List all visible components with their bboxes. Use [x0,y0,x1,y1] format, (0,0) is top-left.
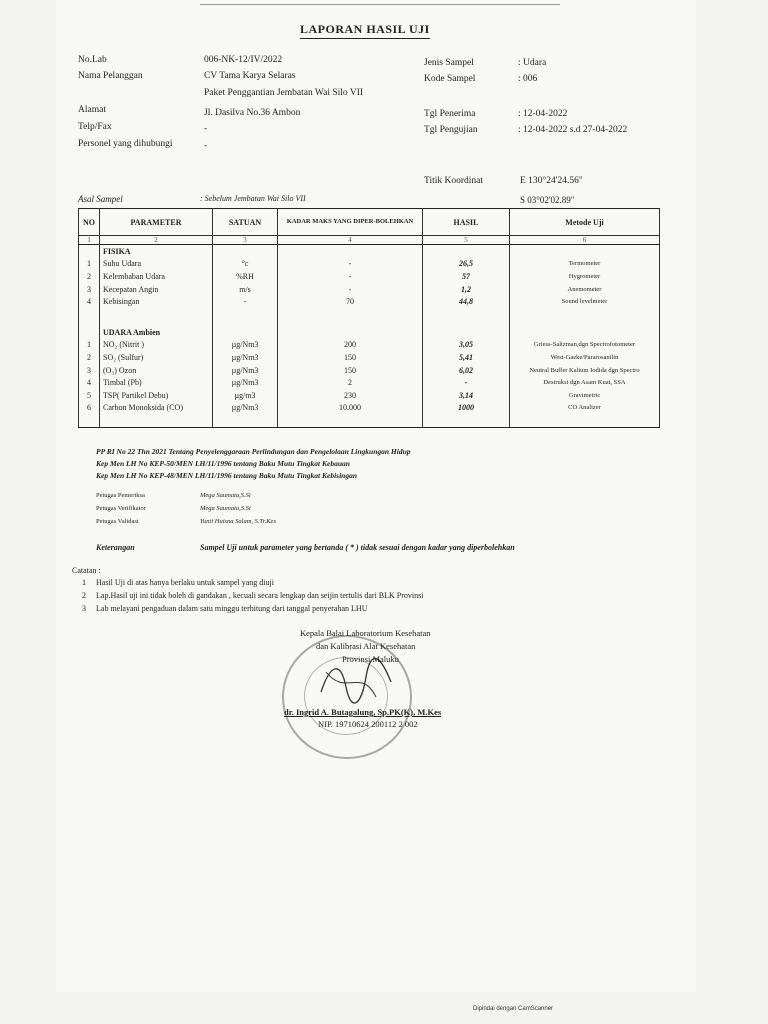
row-metode: Anemometer [510,283,660,296]
regulation-line: PP RI No 22 Thn 2021 Tentang Penyelenggaraan Perlindungan dan Pengelolaan Lingkungan Hidup [96,447,411,456]
col-hasil: HASIL [423,209,510,236]
row-no: 4 [79,376,100,389]
row-no: 3 [79,364,100,377]
header-label-tgl-pengujian: Tgl Pengujian [424,125,478,135]
row-param: (O₃) Ozon [100,364,213,377]
signature-name: dr. Ingrid A. Butagalung, Sp.PK(K), M.Kes [284,707,442,717]
table-row [79,402,660,415]
header-label-jenis: Jenis Sampel [424,58,474,68]
catatan-text: Hasil Uji di atas hanya berlaku untuk sampel yang diuji [96,578,274,587]
table-row [79,258,660,271]
catatan-text: Lab melayani pengaduan dalam satu minggu terhitung dari tanggal penyerahan LHU [96,604,368,613]
row-no: 3 [79,283,100,296]
catatan-no: 2 [82,591,86,600]
row-kadar: 150 [278,351,423,364]
header-label-pelanggan: Nama Pelanggan [78,71,143,81]
table-row [79,283,660,296]
section-title-udara-ambien: UDARA Ambien [100,326,213,339]
catatan-no: 1 [82,578,86,587]
header-value-telp: - [204,124,208,134]
row-no: 1 [79,339,100,352]
signature-line2: dan Kalibrasi Alat Kesehatan [316,641,416,651]
row-param: Carbon Monoksida (CO) [100,402,213,415]
col-number: 1 [79,236,100,245]
row-kadar: 70 [278,295,423,308]
table-row [79,270,660,283]
col-number: 6 [510,236,660,245]
col-no: NO [79,209,100,236]
table-row [79,295,660,308]
col-number: 5 [423,236,510,245]
header-label-tgl-penerima: Tgl Penerima [424,109,476,119]
footer-scanner-text: Dipindai dengan CamScanner [473,1006,554,1012]
row-kadar: 150 [278,364,423,377]
row-satuan: µg/Nm3 [213,339,278,352]
header-value-tgl-penerima: : 12-04-2022 [518,109,568,119]
row-param: SO₂ (Sulfur) [100,351,213,364]
row-hasil: 44,8 [423,295,510,308]
table-row [79,339,660,352]
table-row [79,351,660,364]
row-kadar: - [278,283,423,296]
header-label-telp: Telp/Fax [78,122,112,132]
row-satuan: µg/m3 [213,389,278,402]
header-value-no-lab: 006-NK-12/IV/2022 [204,55,283,65]
row-hasil: - [423,376,510,389]
row-hasil: 1,2 [423,283,510,296]
asal-sampel-label: Asal Sampel [78,194,123,204]
row-no: 5 [79,389,100,402]
col-number: 4 [278,236,423,245]
row-no: 2 [79,351,100,364]
officer-value: Yunti Huisna Salam, S.Tr.Kes [200,518,276,525]
row-metode: Hygrometer [510,270,660,283]
officer-label: Petugas Verifikator [96,505,146,512]
row-kadar: - [278,270,423,283]
header-value-jenis: : Udara [518,58,547,68]
row-satuan: %RH [213,270,278,283]
koordinat-label: Titik Koordinat [424,176,484,186]
header-label-no-lab: No.Lab [78,55,107,65]
header-value-pelanggan: CV Tama Karya Selaras [204,71,296,81]
row-metode: Neutral Buffer Kalium Iodida dgn Spectro [510,364,660,377]
row-param: Timbal (Pb) [100,376,213,389]
results-table [78,208,660,428]
row-kadar: 10.000 [278,402,423,415]
row-param: Kecepatan Angin [100,283,213,296]
row-param: Kelembaban Udara [100,270,213,283]
row-metode: Termometer [510,258,660,271]
row-param: Kebisingan [100,295,213,308]
row-param: TSP( Partikel Debu) [100,389,213,402]
row-satuan: °c [213,258,278,271]
top-header-line [200,0,560,5]
table-row [79,364,660,377]
row-hasil: 1000 [423,402,510,415]
row-satuan: µg/Nm3 [213,364,278,377]
regulation-line: Kep Men LH No KEP-48/MEN LH/11/1996 tentang Baku Mutu Tingkat Kebisingan [96,471,358,480]
signature-nip: NIP. 19710624 200112 2 002 [318,719,418,729]
row-param: NO₂ (Nitrit ) [100,339,213,352]
officer-label: Petugas Validasi [96,518,139,525]
catatan-text: Lap.Hasil uji ini tidak boleh di gandakan , kecuali secara lengkap dan seijin tertulis dari BLK Provinsi [96,591,424,600]
row-kadar: - [278,258,423,271]
header-value-alamat: Jl. Dasilva No.36 Ambon [204,108,301,118]
koordinat-e: E 130°24'24.56" [520,176,583,186]
header-label-personel: Personel yang dihubungi [78,139,173,149]
col-kadar: KADAR MAKS YANG DIPER-BOLEHKAN [278,209,423,236]
row-metode: Destruksi dgn Asam Kuat, SSA [510,376,660,389]
col-number: 2 [100,236,213,245]
row-hasil: 5,41 [423,351,510,364]
row-metode: CO Analizer [510,402,660,415]
row-satuan: m/s [213,283,278,296]
col-number: 3 [213,236,278,245]
row-no: 4 [79,295,100,308]
row-no: 2 [79,270,100,283]
row-metode: Gravimetric [510,389,660,402]
catatan-label: Catatan : [72,566,101,575]
officer-label: Petugas Pemeriksa [96,492,145,499]
row-kadar: 230 [278,389,423,402]
officer-value: Mega Saumata,S.Si [200,505,251,512]
col-satuan: SATUAN [213,209,278,236]
row-satuan: µg/Nm3 [213,402,278,415]
signature-line3: Provinsi Maluku [342,654,399,664]
row-param: Suhu Udara [100,258,213,271]
row-hasil: 6,02 [423,364,510,377]
row-no: 6 [79,402,100,415]
row-satuan: µg/Nm3 [213,351,278,364]
row-kadar: 2 [278,376,423,389]
row-metode: Sound levelmeter [510,295,660,308]
section-title-fisika: FISIKA [100,245,213,258]
row-hasil: 57 [423,270,510,283]
catatan-no: 3 [82,604,86,613]
row-no: 1 [79,258,100,271]
header-value-kode: : 006 [518,74,538,84]
row-kadar: 200 [278,339,423,352]
table-row [79,376,660,389]
row-satuan: - [213,295,278,308]
row-metode: West-Gaeke/Pararosanilin [510,351,660,364]
col-parameter: PARAMETER [100,209,213,236]
row-hasil: 26,5 [423,258,510,271]
col-metode: Metode Uji [510,209,660,236]
signature-line1: Kepala Balai Laboratorium Kesehatan [300,628,431,638]
header-value-tgl-pengujian: : 12-04-2022 s.d 27-04-2022 [518,125,628,135]
header-value-personel: - [204,141,208,151]
row-hasil: 3,05 [423,339,510,352]
header-value-paket: Paket Penggantian Jembatan Wai Silo VII [204,88,364,98]
page-title: LAPORAN HASIL UJI [300,22,430,39]
table-row [79,389,660,402]
row-hasil: 3,14 [423,389,510,402]
koordinat-s: S 03°02'02.89" [520,195,575,205]
asal-sampel-value: : Sebelum Jembatan Wai Silo VII [200,194,306,203]
keterangan-value: Sampel Uji untuk parameter yang bertanda ( * ) tidak sesuai dengan kadar yang diperbolehkan [200,543,515,552]
officer-value: Mega Saumata,S.Si [200,492,251,499]
row-satuan: µg/Nm3 [213,376,278,389]
keterangan-label: Keterangan [96,543,135,552]
regulation-line: Kep Men LH No KEP-50/MEN LH/11/1996 tentang Baku Mutu Tingkat Kebauan [96,459,350,468]
row-metode: Griess-Saltzman,dgn Spectrofotometer [510,339,660,352]
header-label-alamat: Alamat [78,105,106,115]
header-label-kode: Kode Sampel [424,74,476,84]
